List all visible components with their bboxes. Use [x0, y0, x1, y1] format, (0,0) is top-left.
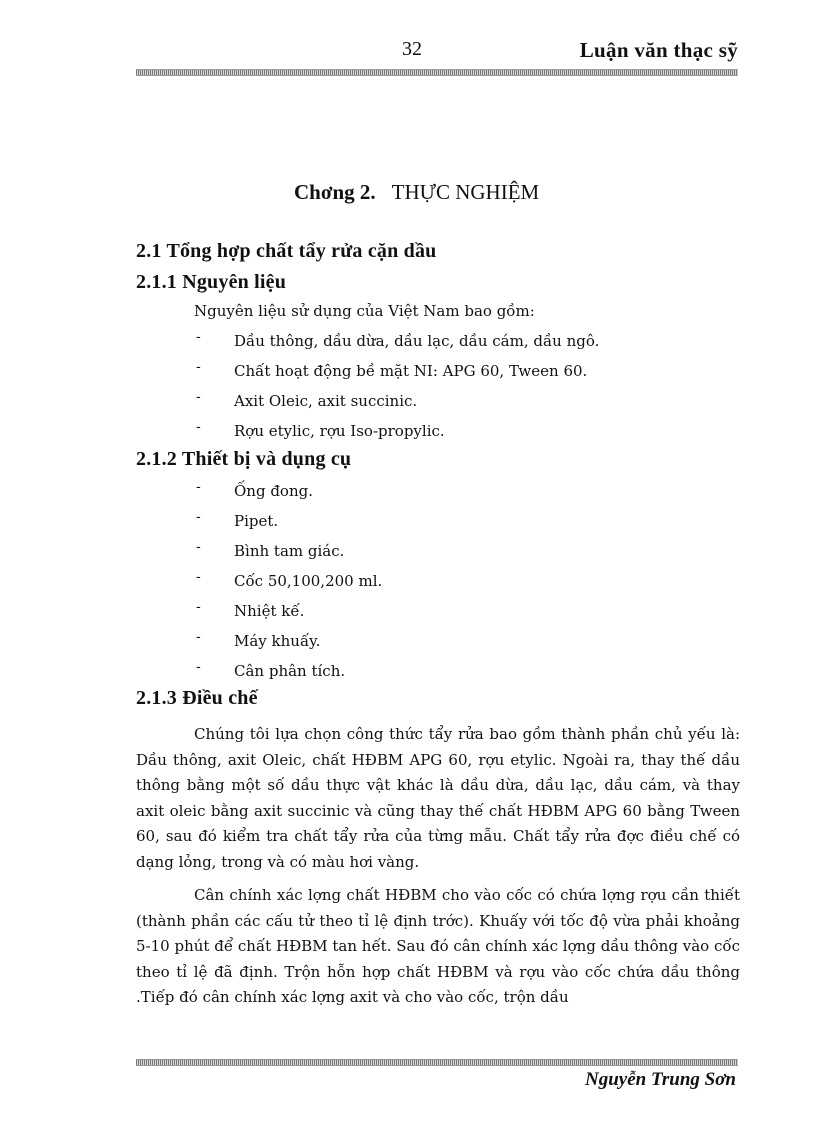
running-title: Luận văn thạc sỹ [579, 38, 738, 62]
header-rule [136, 69, 738, 76]
section-heading-2-1: 2.1 Tổng hợp chất tẩy rửa cặn dầu [136, 240, 437, 262]
dash-bullet: - [196, 659, 201, 675]
section-heading-2-1-2: 2.1.2 Thiết bị và dụng cụ [136, 448, 352, 470]
author-name: Nguyễn Trung Sơn [585, 1069, 736, 1090]
list-item: - Cốc 50,100,200 ml. [196, 570, 382, 600]
footer-rule [136, 1059, 738, 1066]
dash-bullet: - [196, 539, 201, 555]
dash-bullet: - [196, 359, 201, 375]
dash-bullet: - [196, 599, 201, 615]
list-item: - Dầu thông, dầu dừa, dầu lạc, dầu cám, dầu ngô. [196, 330, 599, 360]
dash-bullet: - [196, 329, 201, 345]
section-heading-2-1-3: 2.1.3 Điều chế [136, 687, 258, 709]
preparation-paragraph-1: Chúng tôi lựa chọn công thức tẩy rửa bao gồm thành phần chủ yếu là: Dầu thông, axit Oleic, chất HĐBM APG 60, rợu etylic. Ngoài ra, thay thế dầu thông bằng một số dầu thực vật khác là dầu dừa, dầu lạc, dầu cám, và thay axit oleic bằng axit succinic và cũng thay thế chất HĐBM APG 60 bằng Tween 60, sau đó kiểm tra chất tẩy rửa của từng mẫu. Chất tẩy rửa đợc điều chế có dạng lỏng, trong và có màu hơi vàng. [136, 725, 740, 871]
materials-intro: Nguyên liệu sử dụng của Việt Nam bao gồm: [194, 302, 535, 320]
equipment-list [196, 480, 382, 690]
materials-list [196, 330, 599, 450]
list-item: - Ống đong. [196, 480, 382, 510]
chapter-heading [294, 180, 539, 205]
list-item: - Rợu etylic, rợu Iso-propylic. [196, 420, 599, 450]
list-item: - Axit Oleic, axit succinic. [196, 390, 599, 420]
list-item: - Máy khuấy. [196, 630, 382, 660]
chapter-label: Chơng 2. [294, 180, 376, 204]
dash-bullet: - [196, 509, 201, 525]
dash-bullet: - [196, 419, 201, 435]
dash-bullet: - [196, 629, 201, 645]
dash-bullet: - [196, 569, 201, 585]
list-item: - Chất hoạt động bề mặt NI: APG 60, Tween 60. [196, 360, 599, 390]
dash-bullet: - [196, 479, 201, 495]
list-item: - Bình tam giác. [196, 540, 382, 570]
list-item: - Pipet. [196, 510, 382, 540]
list-item: - Cân phân tích. [196, 660, 382, 690]
list-item: - Nhiệt kế. [196, 600, 382, 630]
section-heading-2-1-1: 2.1.1 Nguyên liệu [136, 271, 287, 293]
chapter-title: THỰC NGHIỆM [391, 180, 540, 204]
preparation-paragraph-2: Cân chính xác lợng chất HĐBM cho vào cốc có chứa lợng rợu cần thiết (thành phần các cấu tử theo tỉ lệ định trớc). Khuấy với tốc độ vừa phải khoảng 5-10 phút để chất HĐBM tan hết. Sau đó cân chính xác lợng dầu thông vào cốc theo tỉ lệ đã định. Trộn hỗn hợp chất HĐBM và rợu vào cốc chứa dầu thông .Tiếp đó cân chính xác lợng axit và cho vào cốc, trộn dầu [136, 886, 740, 1007]
dash-bullet: - [196, 389, 201, 405]
page-number: 32 [402, 38, 422, 60]
